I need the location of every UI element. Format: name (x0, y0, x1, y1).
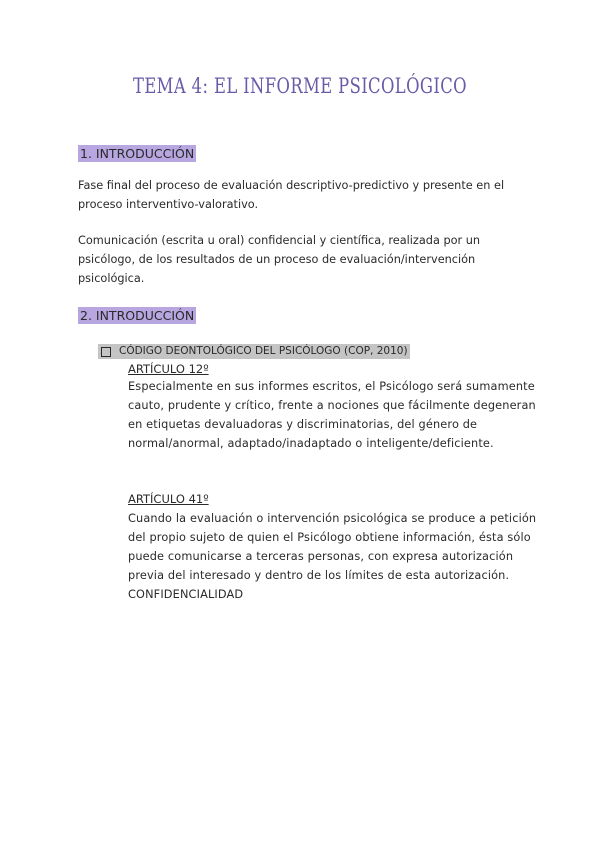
page-title: TEMA 4: EL INFORME PSICOLÓGICO (133, 74, 467, 98)
code-list-item (98, 344, 410, 359)
intro-paragraph-2: Comunicación (escrita u oral) confidencial y científica, realizada por un psicólogo, de los resultados de un proceso de evaluación/intervención psicológica. (78, 234, 481, 285)
article-41-text: Cuando la evaluación o intervención psicológica se produce a petición del propio sujeto de quien el Psicólogo obtiene información, ésta sólo puede comunicarse a terceras personas, con expresa autorización previa del interesado y dentro de los límites de esta autorización. CONFIDENCIALIDAD (128, 512, 537, 601)
checkbox-icon (101, 347, 111, 357)
section-heading-1: 1. INTRODUCCIÓN (80, 146, 195, 161)
article-12-title: ARTÍCULO 12º (128, 362, 209, 376)
article-12-text: Especialmente en sus informes escritos, el Psicólogo será sumamente cauto, prudente y crítico, frente a nociones que fácilmente degeneran en etiquetas devaluadoras y discriminatorias, del género de normal/anormal, adaptado/inadaptado o inteligente/deficiente. (128, 380, 536, 450)
code-item-label: CÓDIGO DEONTOLÓGICO DEL PSICÓLOGO (COP, 2010) (119, 345, 408, 357)
article-41-title: ARTÍCULO 41º (128, 492, 209, 506)
intro-paragraph-1: Fase final del proceso de evaluación descriptivo-predictivo y presente en el proceso interventivo-valorativo. (78, 179, 505, 211)
section-heading-2: 2. INTRODUCCIÓN (80, 308, 195, 323)
